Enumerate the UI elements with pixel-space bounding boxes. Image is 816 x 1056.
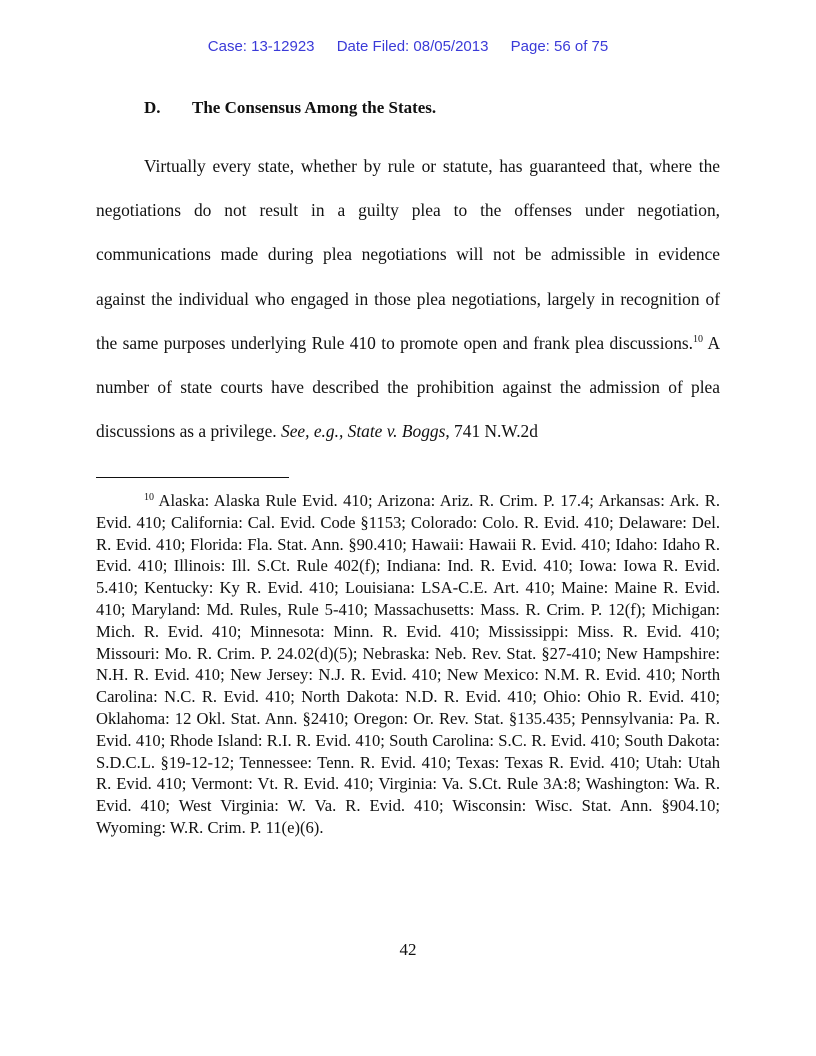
date-filed: Date Filed: 08/05/2013 (336, 38, 489, 55)
page-indicator: Page: 56 of 75 (510, 38, 609, 55)
body-paragraph (96, 144, 720, 453)
paragraph-part-1: Virtually every state, whether by rule or statute, has guaranteed that, where the negotiations do not result in a guilty plea to the offenses under negotiation, communications made during plea negotiations will not be admissible in evidence against the individual who engaged in those plea negotiations, largely in recognition of the same purposes underlying Rule 410 to promote open and frank plea discussions. (96, 156, 720, 353)
paragraph-part-3: , 741 N.W.2d (445, 421, 538, 442)
filing-header (0, 38, 816, 55)
paragraph-part-2: A number of state courts have described the prohibition against the admission of plea discussions as a privilege. (96, 332, 721, 442)
page-number: 42 (399, 940, 417, 959)
body-text (96, 144, 720, 453)
case-citation: See, e.g., State v. Boggs (281, 421, 446, 442)
section-letter: D. (144, 98, 161, 117)
section-heading (144, 98, 436, 118)
footnote (96, 490, 720, 839)
footnote-paragraph (96, 490, 720, 839)
footnote-separator (96, 477, 289, 478)
footnote-number: 10 (144, 492, 154, 503)
footnote-reference: 10 (693, 333, 704, 345)
section-title: The Consensus Among the States. (192, 98, 437, 117)
footnote-text: Alaska: Alaska Rule Evid. 410; Arizona: Ariz. R. Crim. P. 17.4; Arkansas: Ark. R. Evid. 410; California: Cal. Evid. Code §1153; Colorado: Colo. R. Evid. 410; Delaware: Del. R. Evid. 410; Florida: Fla. Stat. Ann. §90.410; Hawaii: Hawaii R. Evid. 410; Idaho: Idaho R. Evid. 410; Illinois: Ill. S.Ct. Rule 402(f); Indiana: Ind. R. Evid. 410; Iowa: Iowa R. Evid. 5.410; Kentucky: Ky R. Evid. 410; Louisiana: LSA-C.E. Art. 410; Maine: Maine R. Evid. 410; Maryland: Md. Rules, Rule 5-410; Massachusetts: Mass. R. Crim. P. 12(f); Michigan: Mich. R. Evid. 410; Minnesota: Minn. R. Evid. 410; Mississippi: Miss. R. Evid. 410; Missouri: Mo. R. Crim. P. 24.02(d)(5); Nebraska: Neb. Rev. Stat. §27-410; New Hampshire: N.H. R. Evid. 410; New Jersey: N.J. R. Evid. 410; New Mexico: N.M. R. Evid. 410; North Carolina: N.C. R. Evid. 410; North Dakota: N.D. R. Evid. 410; Ohio: Ohio R. Evid. 410; Oklahoma: 12 Okl. Stat. Ann. §2410; Oregon: Or. Rev. Stat. §135.435; Pennsylvania: Pa. R. Evid. 410; Rhode Island: R.I. R. Evid. 410; South Carolina: S.C. R. Evid. 410; South Dakota: S.D.C.L. §19-12-12; Tennessee: Tenn. R. Evid. 410; Texas: Texas R. Evid. 410; Utah: Utah R. Evid. 410; Vermont: Vt. R. Evid. 410; Virginia: Va. S.Ct. Rule 3A:8; Washington: Wa. R. Evid. 410; West Virginia: W. Va. R. Evid. 410; Wisconsin: Wisc. Stat. Ann. §904.10; Wyoming: W.R. Crim. P. 11(e)(6). (96, 491, 720, 837)
case-number: Case: 13-12923 (207, 38, 315, 55)
